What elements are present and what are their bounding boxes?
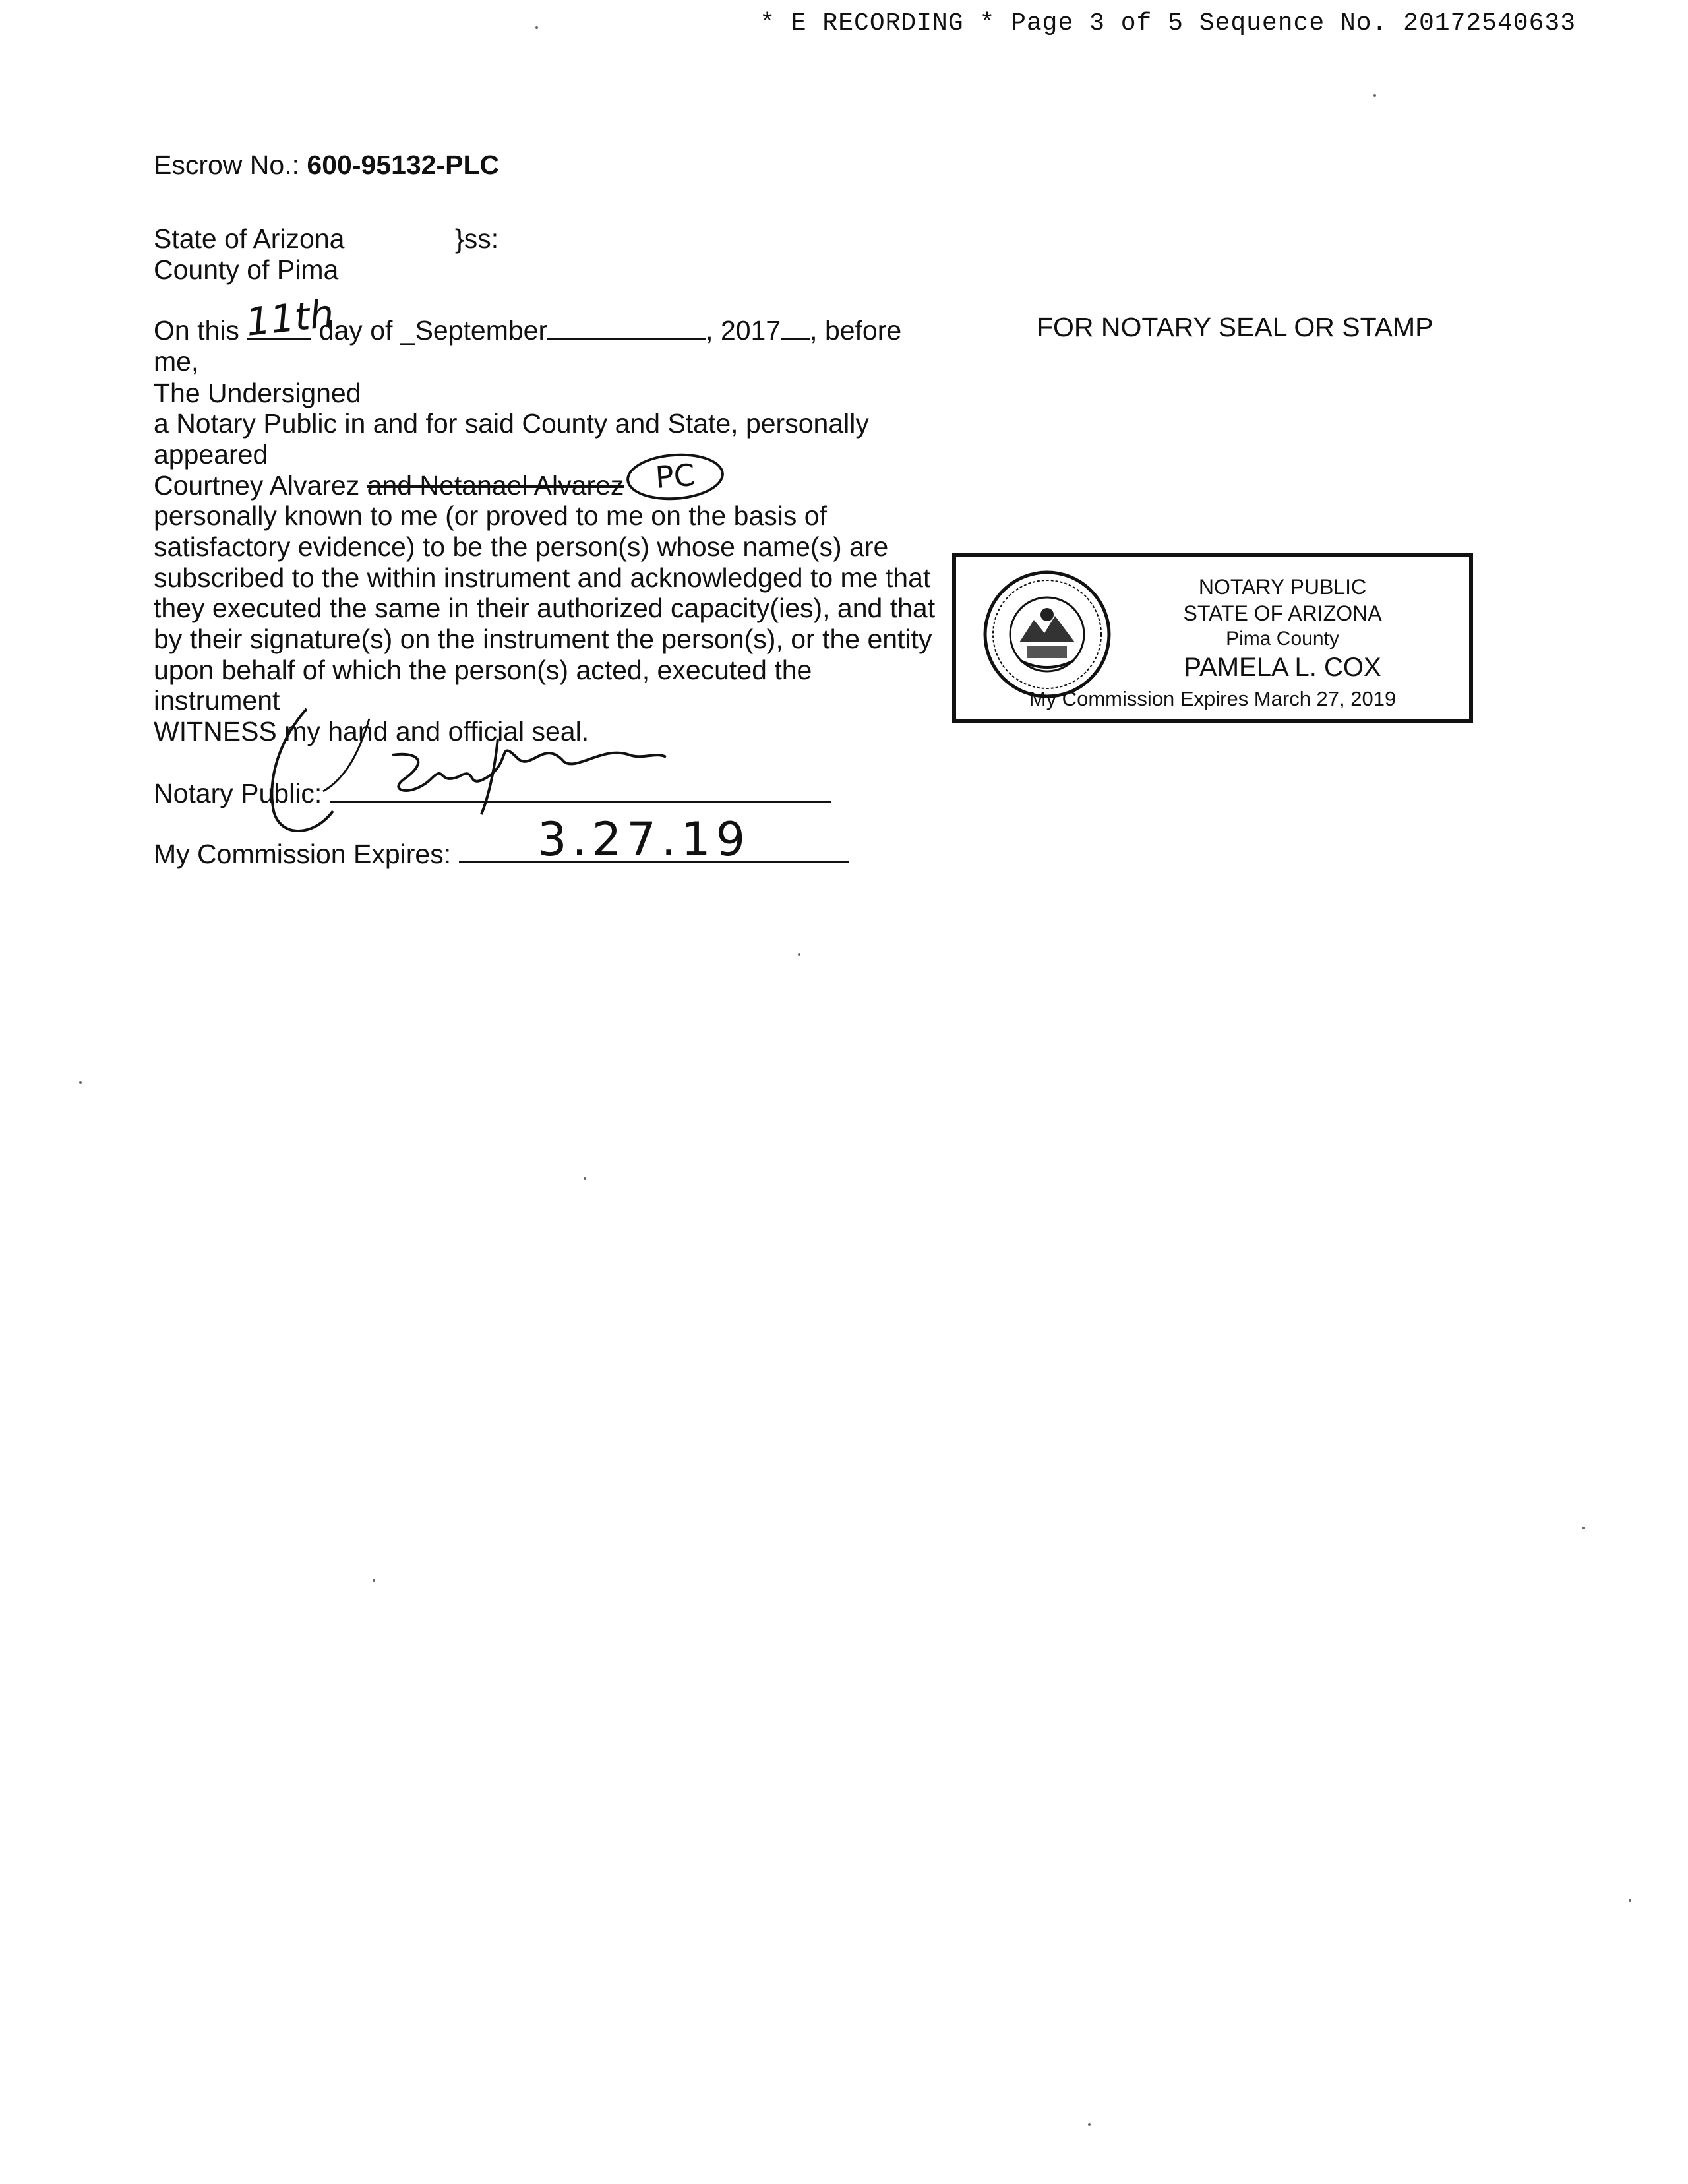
stamp-notary-name: PAMELA L. COX — [1184, 653, 1381, 682]
escrow-line — [154, 149, 499, 181]
stamp-state: STATE OF ARIZONA — [1183, 601, 1382, 625]
handwritten-initials: PC — [625, 450, 726, 503]
body-line-4: they executed the same in their authorized capacity(ies), and that — [154, 593, 936, 623]
scan-speck — [373, 1579, 375, 1582]
notary-public-label: Notary Public: — [154, 778, 322, 808]
escrow-label: Escrow No.: — [154, 150, 299, 180]
year-text: , 2017 — [706, 315, 781, 346]
on-this-text: On this — [154, 315, 239, 346]
scan-speck — [584, 1177, 586, 1180]
day-of-text: day of _September — [318, 315, 548, 346]
scan-speck — [1373, 94, 1376, 97]
appeared-text: appeared — [154, 439, 268, 470]
witness-text: WITNESS my hand and official seal. — [154, 716, 589, 746]
notary-stamp — [952, 553, 1473, 723]
handwritten-commission-date: 3.27.19 — [537, 812, 751, 866]
seal-area-label: FOR NOTARY SEAL OR STAMP — [1037, 312, 1433, 342]
stamp-expires: My Commission Expires March 27, 2019 — [1029, 687, 1397, 710]
scan-speck — [1582, 1527, 1585, 1529]
undersigned-text: The Undersigned — [154, 378, 361, 408]
month-blank — [547, 314, 706, 340]
stamp-title: NOTARY PUBLIC — [1198, 575, 1367, 599]
scan-speck — [1629, 1899, 1631, 1902]
scan-speck — [79, 1081, 82, 1084]
body-line-7: instrument — [154, 685, 280, 715]
body-line-1: personally known to me (or proved to me on the basis of — [154, 501, 827, 531]
struck-name: and Netanael Alvarez — [367, 470, 624, 501]
body-line-5: by their signature(s) on the instrument the person(s), or the entity — [154, 624, 932, 654]
signer-line — [154, 470, 624, 501]
scan-speck — [1088, 2123, 1091, 2126]
body-line-3: subscribed to the within instrument and acknowledged to me that — [154, 562, 931, 593]
signer-name: Courtney Alvarez — [154, 470, 360, 501]
venue-state: State of Arizona — [154, 224, 345, 254]
handwritten-day: 11th — [243, 291, 336, 345]
stamp-county: Pima County — [1226, 628, 1339, 650]
scan-speck — [535, 26, 538, 29]
before-text: , before — [810, 315, 902, 346]
body-line-6: upon behalf of which the person(s) acted, executed the — [154, 655, 812, 685]
escrow-number: 600-95132-PLC — [307, 150, 500, 180]
venue-ss: }ss: — [455, 224, 499, 254]
body-line-2: satisfactory evidence) to be the person(s) whose name(s) are — [154, 531, 889, 562]
year-blank — [781, 314, 810, 340]
venue-county: County of Pima — [154, 255, 339, 285]
arizona-seal-icon — [981, 568, 1113, 700]
commission-label: My Commission Expires: — [154, 839, 452, 869]
recording-header: * E RECORDING * Page 3 of 5 Sequence No. 20172540633 — [760, 9, 1576, 38]
scan-speck — [798, 953, 800, 956]
me-text: me, — [154, 346, 199, 377]
notary-line-text: a Notary Public in and for said County and State, personally — [154, 408, 869, 439]
